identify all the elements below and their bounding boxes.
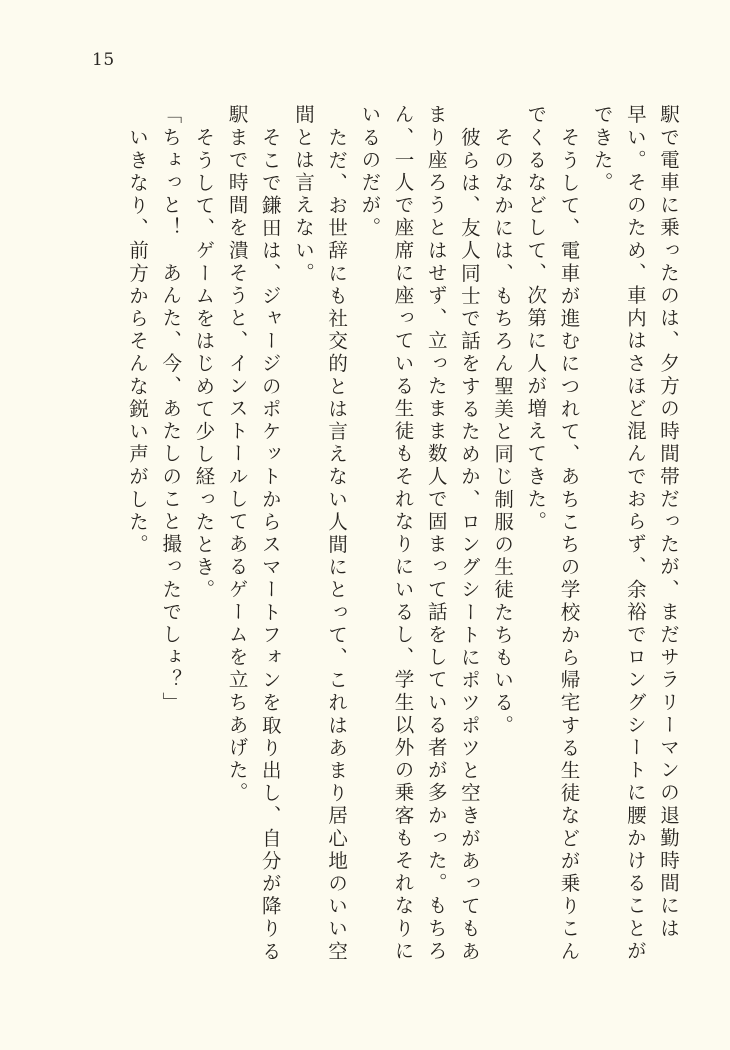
text-line: できた。 (590, 104, 614, 195)
text-line: 駅で電車に乗ったのは、夕方の時間帯だったが、まだサラリーマンの退勤時間には (657, 104, 680, 941)
text-line: 彼らは、友人同士で話をするためか、ロングシートにポツポツと空きがあってもあ (457, 127, 481, 964)
text-line: いきなり、前方からそんな鋭い声がした。 (126, 127, 149, 557)
body-text (60, 104, 678, 982)
text-line: そうして、ゲームをはじめて少し経ったとき。 (192, 127, 216, 602)
text-line: いるのだが。 (358, 104, 382, 240)
text-line: そうして、電車が進むにつれて、あちこちの学校から帰宅する生徒などが乗りこん (557, 127, 581, 964)
text-line: 駅まで時間を潰そうと、インストールしてあるゲームを立ちあげた。 (225, 104, 249, 805)
text-line: そのなかには、もちろん聖美と同じ制服の生徒たちもいる。 (491, 127, 515, 738)
text-line: ただ、お世辞にも社交的とは言えない人間にとって、これはあまり居心地のいい空 (325, 127, 349, 964)
text-line: 早い。そのため、車内はさほど混んでおらず、余裕でロングシートに腰かけることが (623, 104, 647, 963)
text-line: まり座ろうとはせず、立ったまま数人で固まって話をしている者が多かった。もちろ (424, 104, 448, 963)
text-line: でくるなどして、次第に人が増えてきた。 (524, 104, 548, 534)
text-line: 「ちょっと！ あんた、今、あたしのこと撮ったでしょ？」 (159, 104, 183, 715)
text-line: 間とは言えない。 (291, 104, 315, 285)
text-line: そこで鎌田は、ジャージのポケットからスマートフォンを取り出し、自分が降りる (258, 127, 282, 964)
text-line: ん、一人で座席に座っている生徒もそれなりにいるし、学生以外の乗客もそれなりに (391, 104, 415, 963)
page-number: 15 (92, 50, 115, 70)
